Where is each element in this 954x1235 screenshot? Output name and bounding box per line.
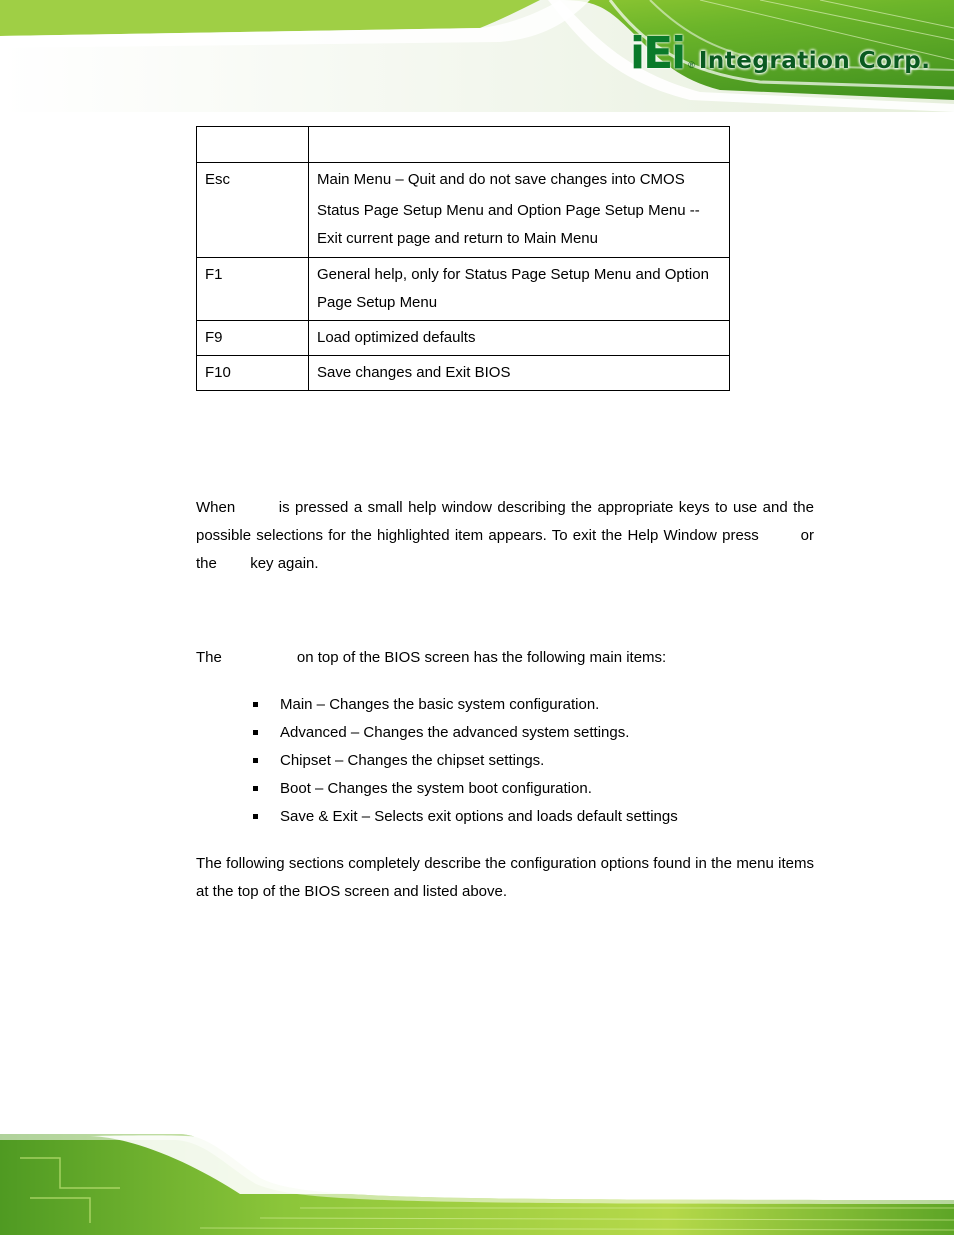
bullet-icon (253, 814, 258, 819)
list-item (196, 803, 814, 831)
list-item-text: Boot – Changes the system boot configuration. (280, 780, 592, 797)
function-line: Page Setup Menu (317, 294, 438, 311)
table-row (197, 321, 730, 356)
key-cell: Esc (197, 163, 309, 258)
footer-banner (0, 1128, 954, 1235)
bullet-icon (253, 786, 258, 791)
function-cell (309, 163, 730, 258)
bullet-icon (253, 758, 258, 763)
function-cell (309, 321, 730, 356)
function-cell (309, 356, 730, 391)
bullet-icon (253, 702, 258, 707)
table-header-cell (197, 127, 309, 163)
list-item (196, 747, 814, 775)
bios-keys-table (196, 126, 730, 391)
table-header-row (197, 127, 730, 163)
closing-paragraph: The following sections completely describe the configuration options found in the menu items at the top of the BIOS screen and listed above. (196, 855, 814, 900)
function-line: Main Menu – Quit and do not save changes into CMOS (317, 171, 685, 188)
menu-bar-intro: The on top of the BIOS screen has the following main items: (196, 649, 667, 666)
list-item (196, 691, 814, 719)
logo-registered-mark: ® (688, 60, 695, 70)
company-logo (630, 28, 931, 79)
table-row (197, 163, 730, 258)
table-header-cell (309, 127, 730, 163)
list-item (196, 719, 814, 747)
function-line: Status Page Setup Menu and Option Page Setup Menu -- (317, 202, 700, 219)
list-item-text: Chipset – Changes the chipset settings. (280, 752, 545, 769)
menu-items-list (196, 691, 814, 831)
table-row (197, 356, 730, 391)
help-paragraph: When is pressed a small help window describing the appropriate keys to use and the possible selections for the highlighted item appears. To exit the Help Window press or the key again. (196, 499, 819, 572)
function-cell (309, 258, 730, 321)
key-cell: F9 (197, 321, 309, 356)
table-row (197, 258, 730, 321)
function-line: General help, only for Status Page Setup Menu and Option (317, 266, 709, 283)
function-line: Exit current page and return to Main Menu (317, 230, 598, 247)
list-item-text: Save & Exit – Selects exit options and loads default settings (280, 808, 678, 825)
key-cell: F10 (197, 356, 309, 391)
list-item-text: Advanced – Changes the advanced system settings. (280, 724, 630, 741)
key-cell: F1 (197, 258, 309, 321)
logo-mark: iEi (630, 28, 685, 79)
list-item (196, 775, 814, 803)
function-line: Load optimized defaults (317, 329, 476, 346)
logo-text: Integration Corp. (698, 48, 931, 74)
function-line: Save changes and Exit BIOS (317, 364, 511, 381)
bullet-icon (253, 730, 258, 735)
list-item-text: Main – Changes the basic system configuration. (280, 696, 600, 713)
